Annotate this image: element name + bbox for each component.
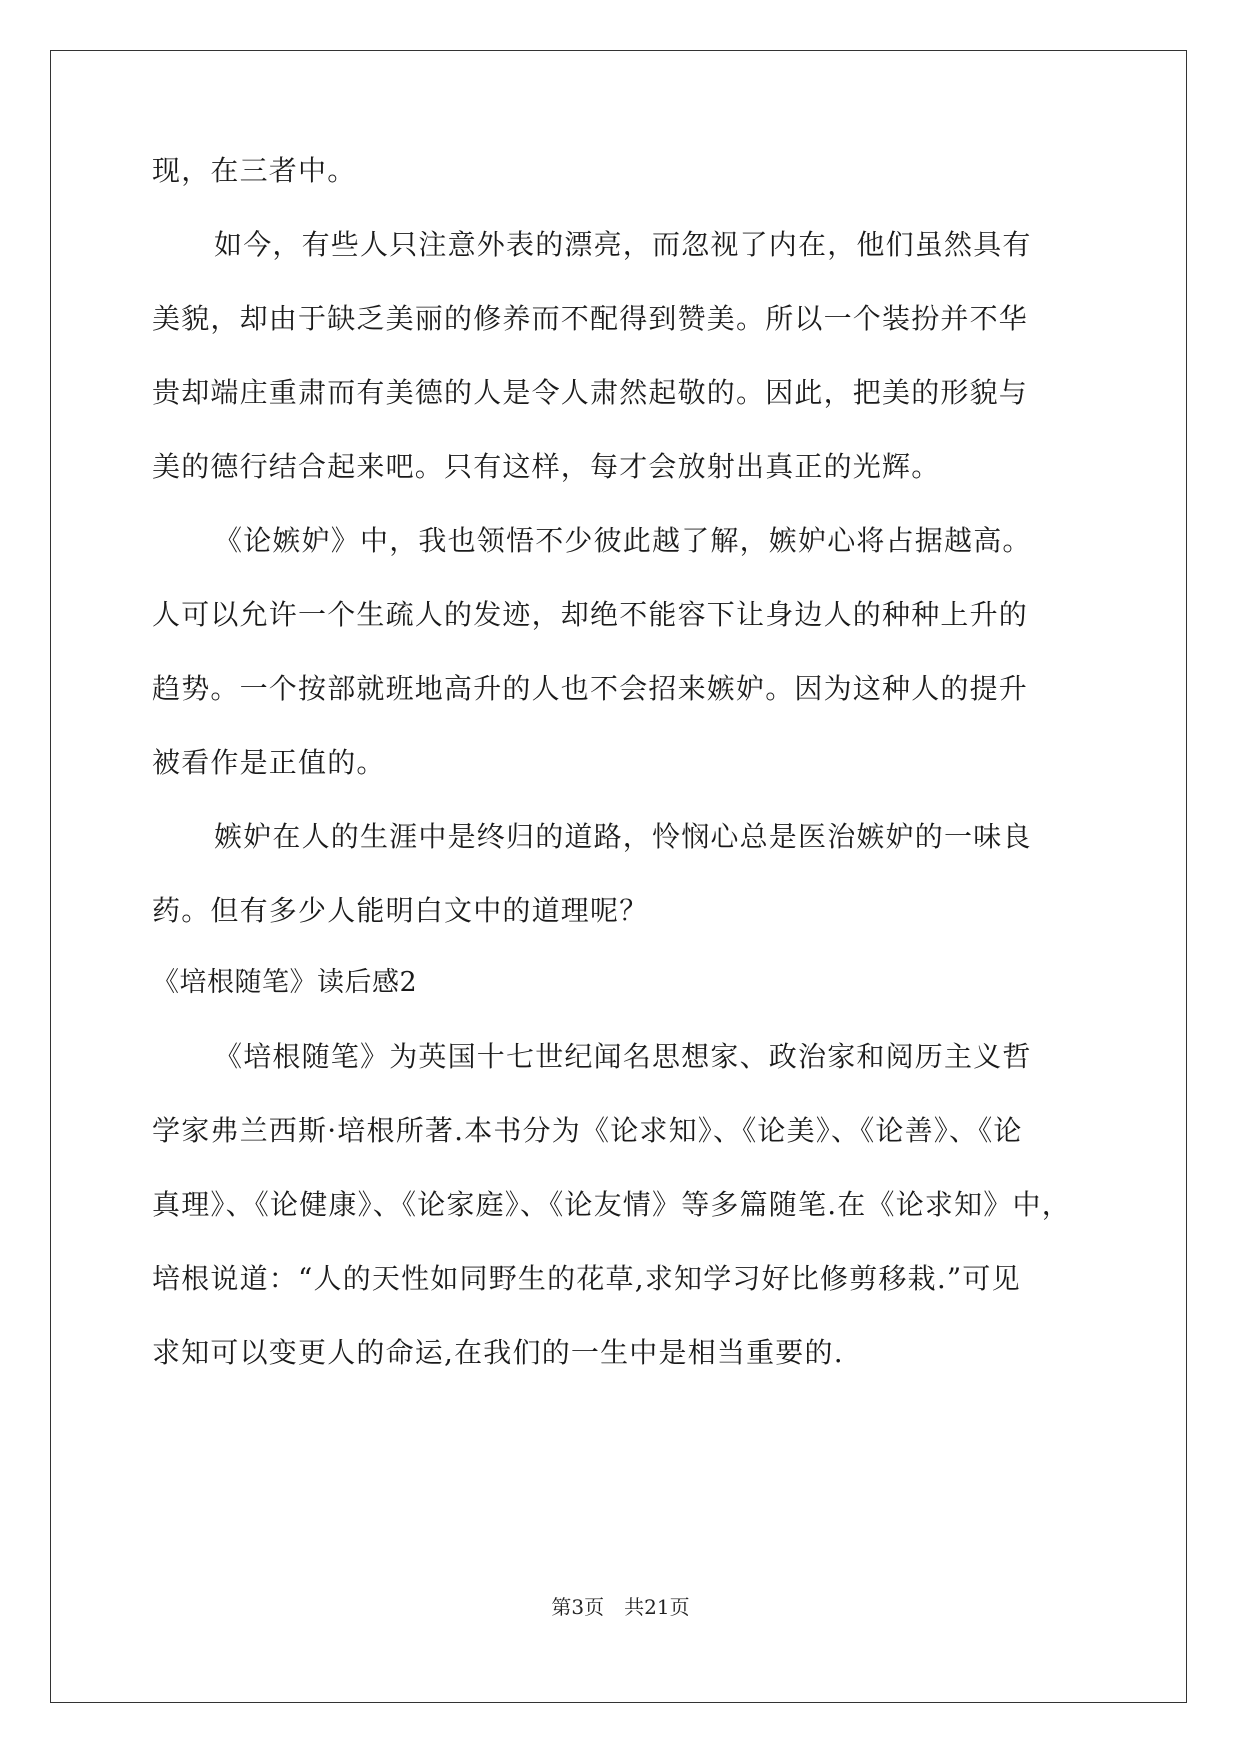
- page-footer: [0, 1594, 1241, 1620]
- paragraph-start: 如今，有些人只注意外表的漂亮，而忽视了内在，他们虽然具有: [214, 228, 1032, 261]
- section-heading: 《培根随笔》读后感2: [152, 967, 418, 998]
- page-number: 第3页 共21页: [551, 1595, 690, 1619]
- text-line: 求知可以变更人的命运,在我们的一生中是相当重要的.: [152, 1336, 844, 1369]
- text-line: 美的德行结合起来吧。只有这样，每才会放射出真正的光辉。: [152, 450, 941, 483]
- text-line: 培根说道：“人的天性如同野生的花草,求知学习好比修剪移栽.”可见: [152, 1262, 1021, 1295]
- paragraph-start: 《培根随笔》为英国十七世纪闻名思想家、政治家和阅历主义哲: [214, 1040, 1032, 1073]
- text-line: 贵却端庄重肃而有美德的人是令人肃然起敬的。因此，把美的形貌与: [152, 376, 1029, 409]
- page-border: [50, 50, 1187, 1703]
- text-line: 被看作是正值的。: [152, 746, 386, 779]
- text-line: 美貌，却由于缺乏美丽的修养而不配得到赞美。所以一个装扮并不华: [152, 302, 1029, 335]
- text-line: 人可以允许一个生疏人的发迹，却绝不能容下让身边人的种种上升的: [152, 598, 1029, 631]
- text-line: 学家弗兰西斯·培根所著.本书分为《论求知》、《论美》、《论善》、《论: [152, 1114, 1023, 1147]
- text-line: 趋势。一个按部就班地高升的人也不会招来嫉妒。因为这种人的提升: [152, 672, 1029, 705]
- text-line: 真理》、《论健康》、《论家庭》、《论友情》等多篇随笔.在《论求知》中，: [152, 1188, 1071, 1221]
- paragraph-start: 《论嫉妒》中，我也领悟不少彼此越了解，嫉妒心将占据越高。: [214, 524, 1032, 557]
- text-line: 现，在三者中。: [152, 154, 357, 187]
- paragraph-start: 嫉妒在人的生涯中是终归的道路，怜悯心总是医治嫉妒的一味良: [214, 820, 1032, 853]
- text-line: 药。但有多少人能明白文中的道理呢？: [152, 894, 649, 927]
